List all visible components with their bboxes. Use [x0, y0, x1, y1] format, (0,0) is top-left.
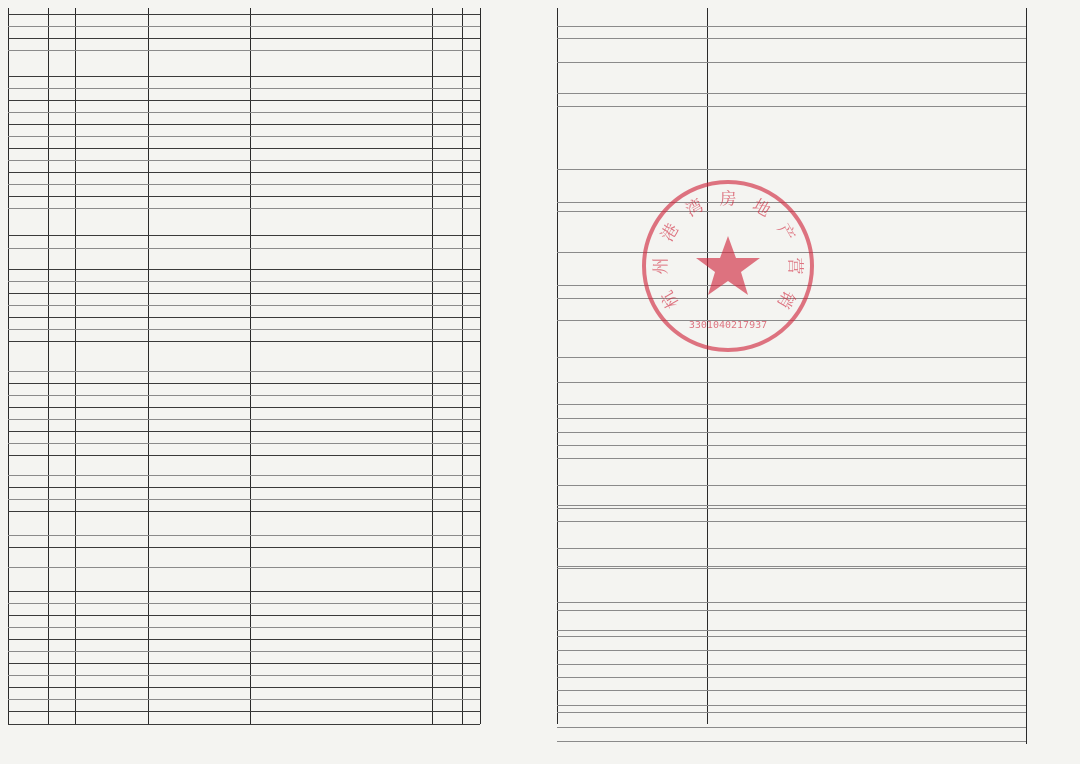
table-row-rule: [557, 211, 1026, 212]
table-row-rule: [8, 14, 480, 15]
table-row-rule: [557, 320, 1026, 321]
table-row-rule: [557, 727, 1026, 728]
table-row-rule: [557, 505, 1026, 506]
table-row-rule: [8, 711, 480, 712]
table-row-rule: [557, 630, 1026, 631]
table-column-rule: [148, 8, 149, 724]
table-row-rule: [8, 419, 480, 420]
seal-character: 港: [657, 220, 684, 246]
table-row-rule: [557, 548, 1026, 549]
table-row-rule: [8, 443, 480, 444]
table-row-rule: [557, 404, 1026, 405]
table-row-rule: [8, 317, 480, 318]
table-row-rule: [557, 169, 1026, 170]
table-row-rule: [557, 602, 1026, 603]
table-row-rule: [557, 298, 1026, 299]
table-row-rule: [8, 591, 480, 592]
table-row-rule: [8, 248, 480, 249]
table-row-rule: [557, 705, 1026, 706]
table-column-rule: [75, 8, 76, 724]
table-row-rule: [8, 136, 480, 137]
table-row-rule: [8, 535, 480, 536]
table-row-rule: [8, 699, 480, 700]
table-row-rule: [557, 741, 1026, 742]
table-row-rule: [8, 615, 480, 616]
table-row-rule: [8, 160, 480, 161]
table-row-rule: [557, 664, 1026, 665]
table-column-rule: [8, 8, 9, 724]
table-row-rule: [8, 100, 480, 101]
seal-character: 产: [772, 220, 799, 246]
table-row-rule: [8, 487, 480, 488]
table-row-rule: [8, 639, 480, 640]
table-row-rule: [8, 235, 480, 236]
table-row-rule: [557, 521, 1026, 522]
table-row-rule: [557, 62, 1026, 63]
table-row-rule: [8, 499, 480, 500]
table-row-rule: [8, 603, 480, 604]
table-row-rule: [557, 26, 1026, 27]
table-row-rule: [8, 281, 480, 282]
table-row-rule: [8, 567, 480, 568]
table-row-rule: [557, 432, 1026, 433]
table-row-rule: [557, 636, 1026, 637]
seal-character: 营: [784, 257, 805, 275]
table-column-rule: [1026, 8, 1027, 744]
table-row-rule: [557, 690, 1026, 691]
table-row-rule: [8, 293, 480, 294]
table-row-rule: [8, 455, 480, 456]
seal-character: 州: [651, 257, 672, 275]
table-row-rule: [8, 547, 480, 548]
table-row-rule: [8, 371, 480, 372]
table-row-rule: [8, 627, 480, 628]
table-row-rule: [557, 566, 1026, 567]
table-row-rule: [557, 485, 1026, 486]
table-row-rule: [557, 418, 1026, 419]
table-row-rule: [557, 252, 1026, 253]
table-row-rule: [8, 651, 480, 652]
table-row-rule: [8, 172, 480, 173]
table-row-rule: [557, 508, 1026, 509]
table-row-rule: [557, 677, 1026, 678]
table-row-rule: [8, 341, 480, 342]
table-column-rule: [432, 8, 433, 724]
table-row-rule: [8, 663, 480, 664]
table-row-rule: [557, 445, 1026, 446]
table-row-rule: [557, 106, 1026, 107]
table-row-rule: [8, 148, 480, 149]
table-row-rule: [557, 93, 1026, 94]
table-column-rule: [480, 8, 481, 724]
table-row-rule: [8, 184, 480, 185]
table-bottom-rule: [8, 724, 480, 725]
table-row-rule: [8, 50, 480, 51]
table-row-rule: [8, 38, 480, 39]
table-row-rule: [8, 431, 480, 432]
table-row-rule: [8, 76, 480, 77]
seal-character: 湾: [682, 195, 708, 222]
table-row-rule: [557, 610, 1026, 611]
table-column-rule: [250, 8, 251, 724]
table-row-rule: [8, 329, 480, 330]
table-row-rule: [8, 88, 480, 89]
table-row-rule: [8, 305, 480, 306]
table-row-rule: [8, 675, 480, 676]
table-row-rule: [8, 395, 480, 396]
table-row-rule: [557, 357, 1026, 358]
table-row-rule: [557, 285, 1026, 286]
table-row-rule: [8, 208, 480, 209]
seal-character: 地: [748, 195, 774, 222]
table-row-rule: [8, 196, 480, 197]
table-column-rule: [707, 8, 708, 724]
table-row-rule: [8, 475, 480, 476]
table-row-rule: [8, 26, 480, 27]
table-row-rule: [8, 511, 480, 512]
seal-character: 房: [719, 189, 737, 210]
table-row-rule: [8, 269, 480, 270]
table-row-rule: [557, 650, 1026, 651]
table-column-rule: [48, 8, 49, 724]
table-row-rule: [8, 687, 480, 688]
table-row-rule: [8, 112, 480, 113]
seal-character: 销: [772, 286, 799, 312]
table-column-rule: [557, 8, 558, 724]
table-row-rule: [557, 568, 1026, 569]
table-row-rule: [557, 458, 1026, 459]
table-row-rule: [8, 383, 480, 384]
table-row-rule: [8, 407, 480, 408]
table-row-rule: [557, 38, 1026, 39]
seal-character: 杭: [657, 286, 684, 312]
table-row-rule: [557, 382, 1026, 383]
seal-code: 3301040217937: [688, 320, 768, 331]
table-row-rule: [557, 712, 1026, 713]
table-row-rule: [8, 124, 480, 125]
table-column-rule: [462, 8, 463, 724]
table-row-rule: [557, 202, 1026, 203]
